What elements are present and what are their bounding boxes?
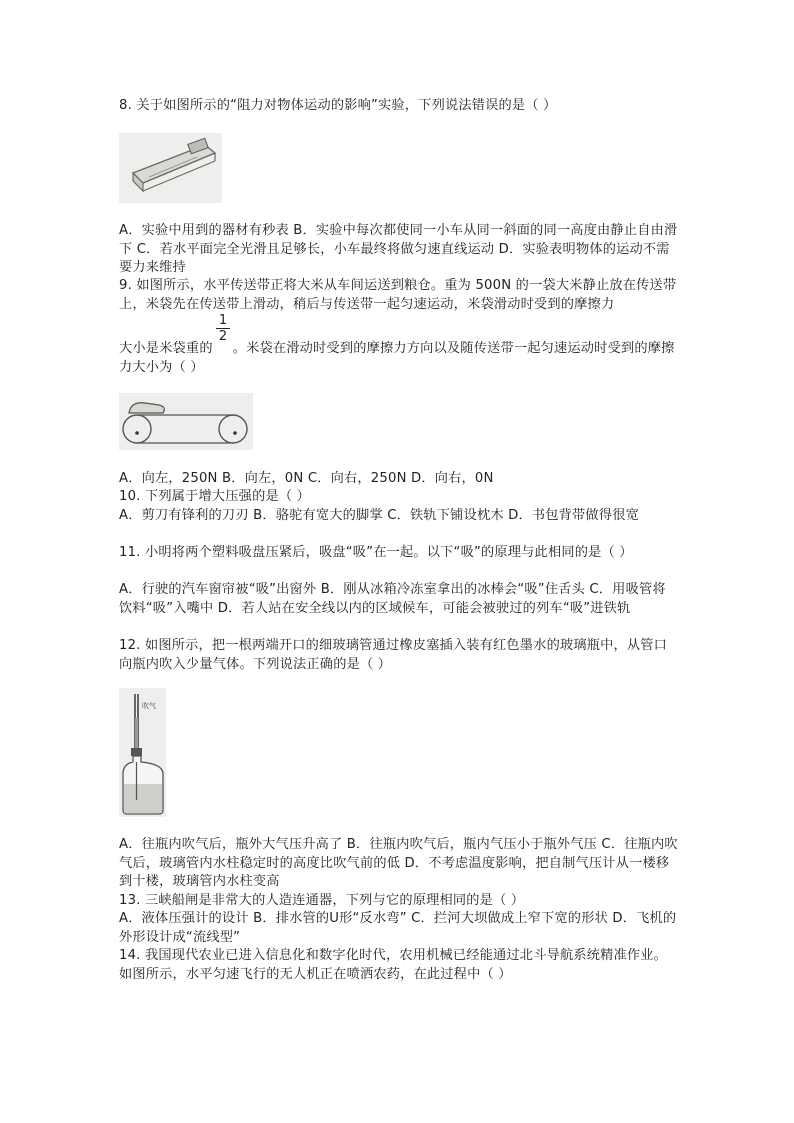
question-9-stem-after-fraction: 。米袋在滑动时受到的摩擦力方向以及随传送带一起匀速运动时受到的摩擦力大小为（ ）	[119, 341, 675, 375]
question-14-stem: 14. 我国现代农业已进入信息化和数字化时代，农用机械已经能通过北斗导航系统精准作业。如图所示，水平匀速飞行的无人机正在喷洒农药，在此过程中（ ）	[119, 948, 668, 982]
fraction-numerator: 1	[218, 313, 228, 328]
fraction-denominator: 2	[218, 329, 228, 344]
question-9-stem-part1: 9. 如图所示，水平传送带正将大米从车间运送到粮仓。重为 500N 的一袋大米静止放在传送带上，米袋先在传送带上滑动，稍后与传送带一起匀速运动，米袋滑动时受到的摩擦力	[119, 278, 677, 312]
question-13-stem: 13. 三峡船闸是非常大的人造连通器，下列与它的原理相同的是（ ）	[119, 893, 525, 908]
question-10-stem: 10. 下列属于增大压强的是（ ）	[119, 489, 311, 504]
question-12-stem: 12. 如图所示，把一根两端开口的细玻璃管通过橡皮塞插入装有红色墨水的玻璃瓶中，从管口向瓶内吹入少量气体。下列说法正确的是（ ）	[119, 638, 668, 672]
question-9-options: A．向左，250N B．向左，0N C．向右，250N D．向右，0N	[119, 471, 494, 486]
fraction-one-half	[216, 314, 230, 343]
question-11-stem: 11. 小明将两个塑料吸盘压紧后，吸盘“吸”在一起。以下“吸”的原理与此相同的是（ ）	[119, 545, 633, 560]
question-9-stem-before-fraction: 大小是米袋重的	[119, 341, 213, 356]
figure-label-blow: 吹气	[142, 702, 156, 710]
question-8-stem: 8. 关于如图所示的“阻力对物体运动的影响”实验，下列说法错误的是（ ）	[119, 98, 557, 113]
question-10-options: A．剪刀有锋利的刀刃 B．骆驼有宽大的脚掌 C．铁轨下铺设枕木 D．书包背带做得很宽	[119, 508, 639, 523]
question-12-figure	[119, 688, 166, 817]
question-13-options: A．液体压强计的设计 B．排水管的U形“反水弯” C．拦河大坝做成上窄下宽的形状 D．飞机的外形设计成“流线型”	[119, 911, 677, 945]
question-9-stem-part2	[119, 340, 679, 377]
question-8-figure	[119, 133, 222, 203]
question-8-options: A．实验中用到的器材有秒表 B．实验中每次都使同一小车从同一斜面的同一高度由静止自由滑下 C．若水平面完全光滑且足够长，小车最终将做匀速直线运动 D．实验表明物体的运动不需要力来维持	[119, 223, 678, 276]
question-9-figure	[119, 393, 253, 450]
conveyor-belt-illustration	[119, 393, 253, 450]
question-11-options: A．行驶的汽车窗帘被“吸”出窗外 B．刚从冰箱冷冻室拿出的冰棒会“吸”住舌头 C．用吸管将饮料“吸”入嘴中 D．若人站在安全线以内的区域候车，可能会被驶过的列车“吸”进铁轨	[119, 582, 666, 616]
incline-cart-illustration	[119, 133, 222, 203]
question-12-options: A．往瓶内吹气后，瓶外大气压升高了 B．往瓶内吹气后，瓶内气压小于瓶外气压 C．往瓶内吹气后，玻璃管内水柱稳定时的高度比吹气前的低 D．不考虑温度影响，把自制气压计从一楼移到十楼，玻璃管内水柱变高	[119, 837, 678, 890]
